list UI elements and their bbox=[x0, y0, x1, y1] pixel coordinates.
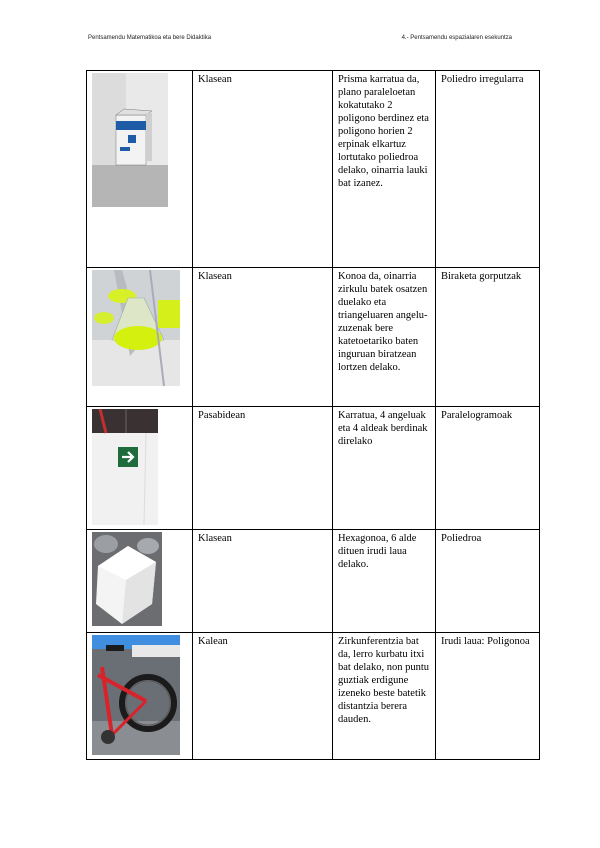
photo-cell bbox=[87, 407, 193, 530]
place-cell: Klasean bbox=[193, 71, 333, 268]
classification-cell: Biraketa gorputzak bbox=[436, 268, 540, 407]
classification-cell: Poliedroa bbox=[436, 530, 540, 633]
photo-cell bbox=[87, 633, 193, 760]
place-cell: Kalean bbox=[193, 633, 333, 760]
place-cell: Klasean bbox=[193, 268, 333, 407]
reason-cell: Zirkunferentzia bat da, lerro kurbatu itxi bat delako, non puntu guztiak erdigune izeneko beste batetik distantzia berera dauden. bbox=[333, 633, 436, 760]
place-cell: Klasean bbox=[193, 530, 333, 633]
reason-cell: Prisma karratua da, plano paraleloetan kokatutako 2 poligono berdinez eta poligono horien 2 erpinak elkartuz lortutako poliedroa delako, oinarria lauki bat izanez. bbox=[333, 71, 436, 268]
cube-photo bbox=[92, 532, 162, 626]
reason-cell: Hexagonoa, 6 alde dituen irudi laua delako. bbox=[333, 530, 436, 633]
geometry-table bbox=[86, 70, 540, 760]
table-row bbox=[87, 530, 540, 633]
table-row bbox=[87, 633, 540, 760]
flask-photo bbox=[92, 270, 180, 386]
box-photo bbox=[92, 73, 168, 207]
bicycle-photo bbox=[92, 635, 180, 755]
table-row bbox=[87, 407, 540, 530]
classification-cell: Poliedro irregularra bbox=[436, 71, 540, 268]
photo-cell bbox=[87, 268, 193, 407]
reason-cell: Konoa da, oinarria zirkulu batek osatzen duelako eta triangeluaren angelu-zuzenak bere katetoetariko baten inguruan biratzean lortzen delako. bbox=[333, 268, 436, 407]
photo-cell bbox=[87, 530, 193, 633]
reason-cell: Karratua, 4 angeluak eta 4 aldeak berdinak direlako bbox=[333, 407, 436, 530]
photo-cell bbox=[87, 71, 193, 268]
classification-cell: Paralelogramoak bbox=[436, 407, 540, 530]
place-cell: Pasabidean bbox=[193, 407, 333, 530]
classification-cell: Irudi laua: Poligonoa bbox=[436, 633, 540, 760]
exit-sign-photo bbox=[92, 409, 158, 525]
table-row bbox=[87, 268, 540, 407]
table-row bbox=[87, 71, 540, 268]
header-right: 4.- Pentsamendu espazialaren esekuntza bbox=[401, 35, 512, 41]
header-left: Pentsamendu Matematikoa eta bere Didaktika bbox=[88, 35, 212, 41]
